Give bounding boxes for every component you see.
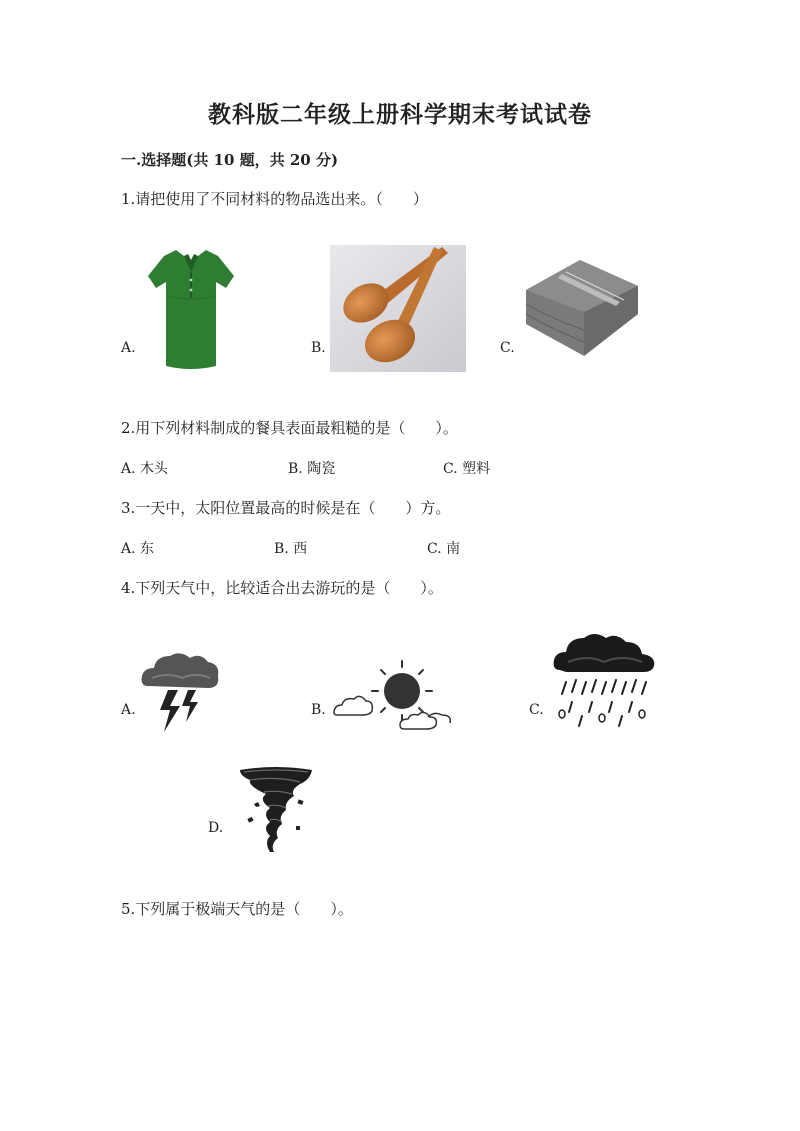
q3-option-a: A. 东 xyxy=(121,541,155,557)
thunderstorm-icon xyxy=(138,648,222,734)
q2-option-b: B. 陶瓷 xyxy=(288,461,336,477)
question-4: 4.下列天气中，比较适合出去游玩的是（ ）。 xyxy=(121,579,443,597)
page-title: 教科版二年级上册科学期末考试试卷 xyxy=(208,101,592,128)
heavy-rain-icon xyxy=(552,630,658,732)
sunny-icon xyxy=(330,657,454,733)
q2-option-c: C. 塑料 xyxy=(443,461,491,477)
q3-option-c: C. 南 xyxy=(427,541,461,557)
q4-option-b-label: B. xyxy=(311,702,326,718)
question-1: 1.请把使用了不同材料的物品选出来。（ ） xyxy=(121,190,428,208)
question-3: 3.一天中，太阳位置最高的时候是在（ ）方。 xyxy=(121,499,451,517)
q1-option-c-label: C. xyxy=(500,340,515,356)
wooden-spoons-icon xyxy=(330,245,466,372)
q4-option-c-label: C. xyxy=(529,702,544,718)
tornado-icon xyxy=(236,764,316,854)
q3-option-b: B. 西 xyxy=(274,541,308,557)
section-heading: 一.选择题(共 10 题，共 20 分) xyxy=(121,151,339,169)
q2-option-a: A. 木头 xyxy=(121,461,169,477)
q4-option-d-label: D. xyxy=(208,820,224,836)
folded-grey-towel-icon xyxy=(520,256,642,362)
question-5: 5.下列属于极端天气的是（ ）。 xyxy=(121,900,353,918)
q4-option-a-label: A. xyxy=(121,702,136,718)
question-2: 2.用下列材料制成的餐具表面最粗糙的是（ ）。 xyxy=(121,419,458,437)
q1-option-a-label: A. xyxy=(121,340,136,356)
q1-option-b-label: B. xyxy=(311,340,326,356)
green-polo-shirt-icon xyxy=(146,246,236,372)
